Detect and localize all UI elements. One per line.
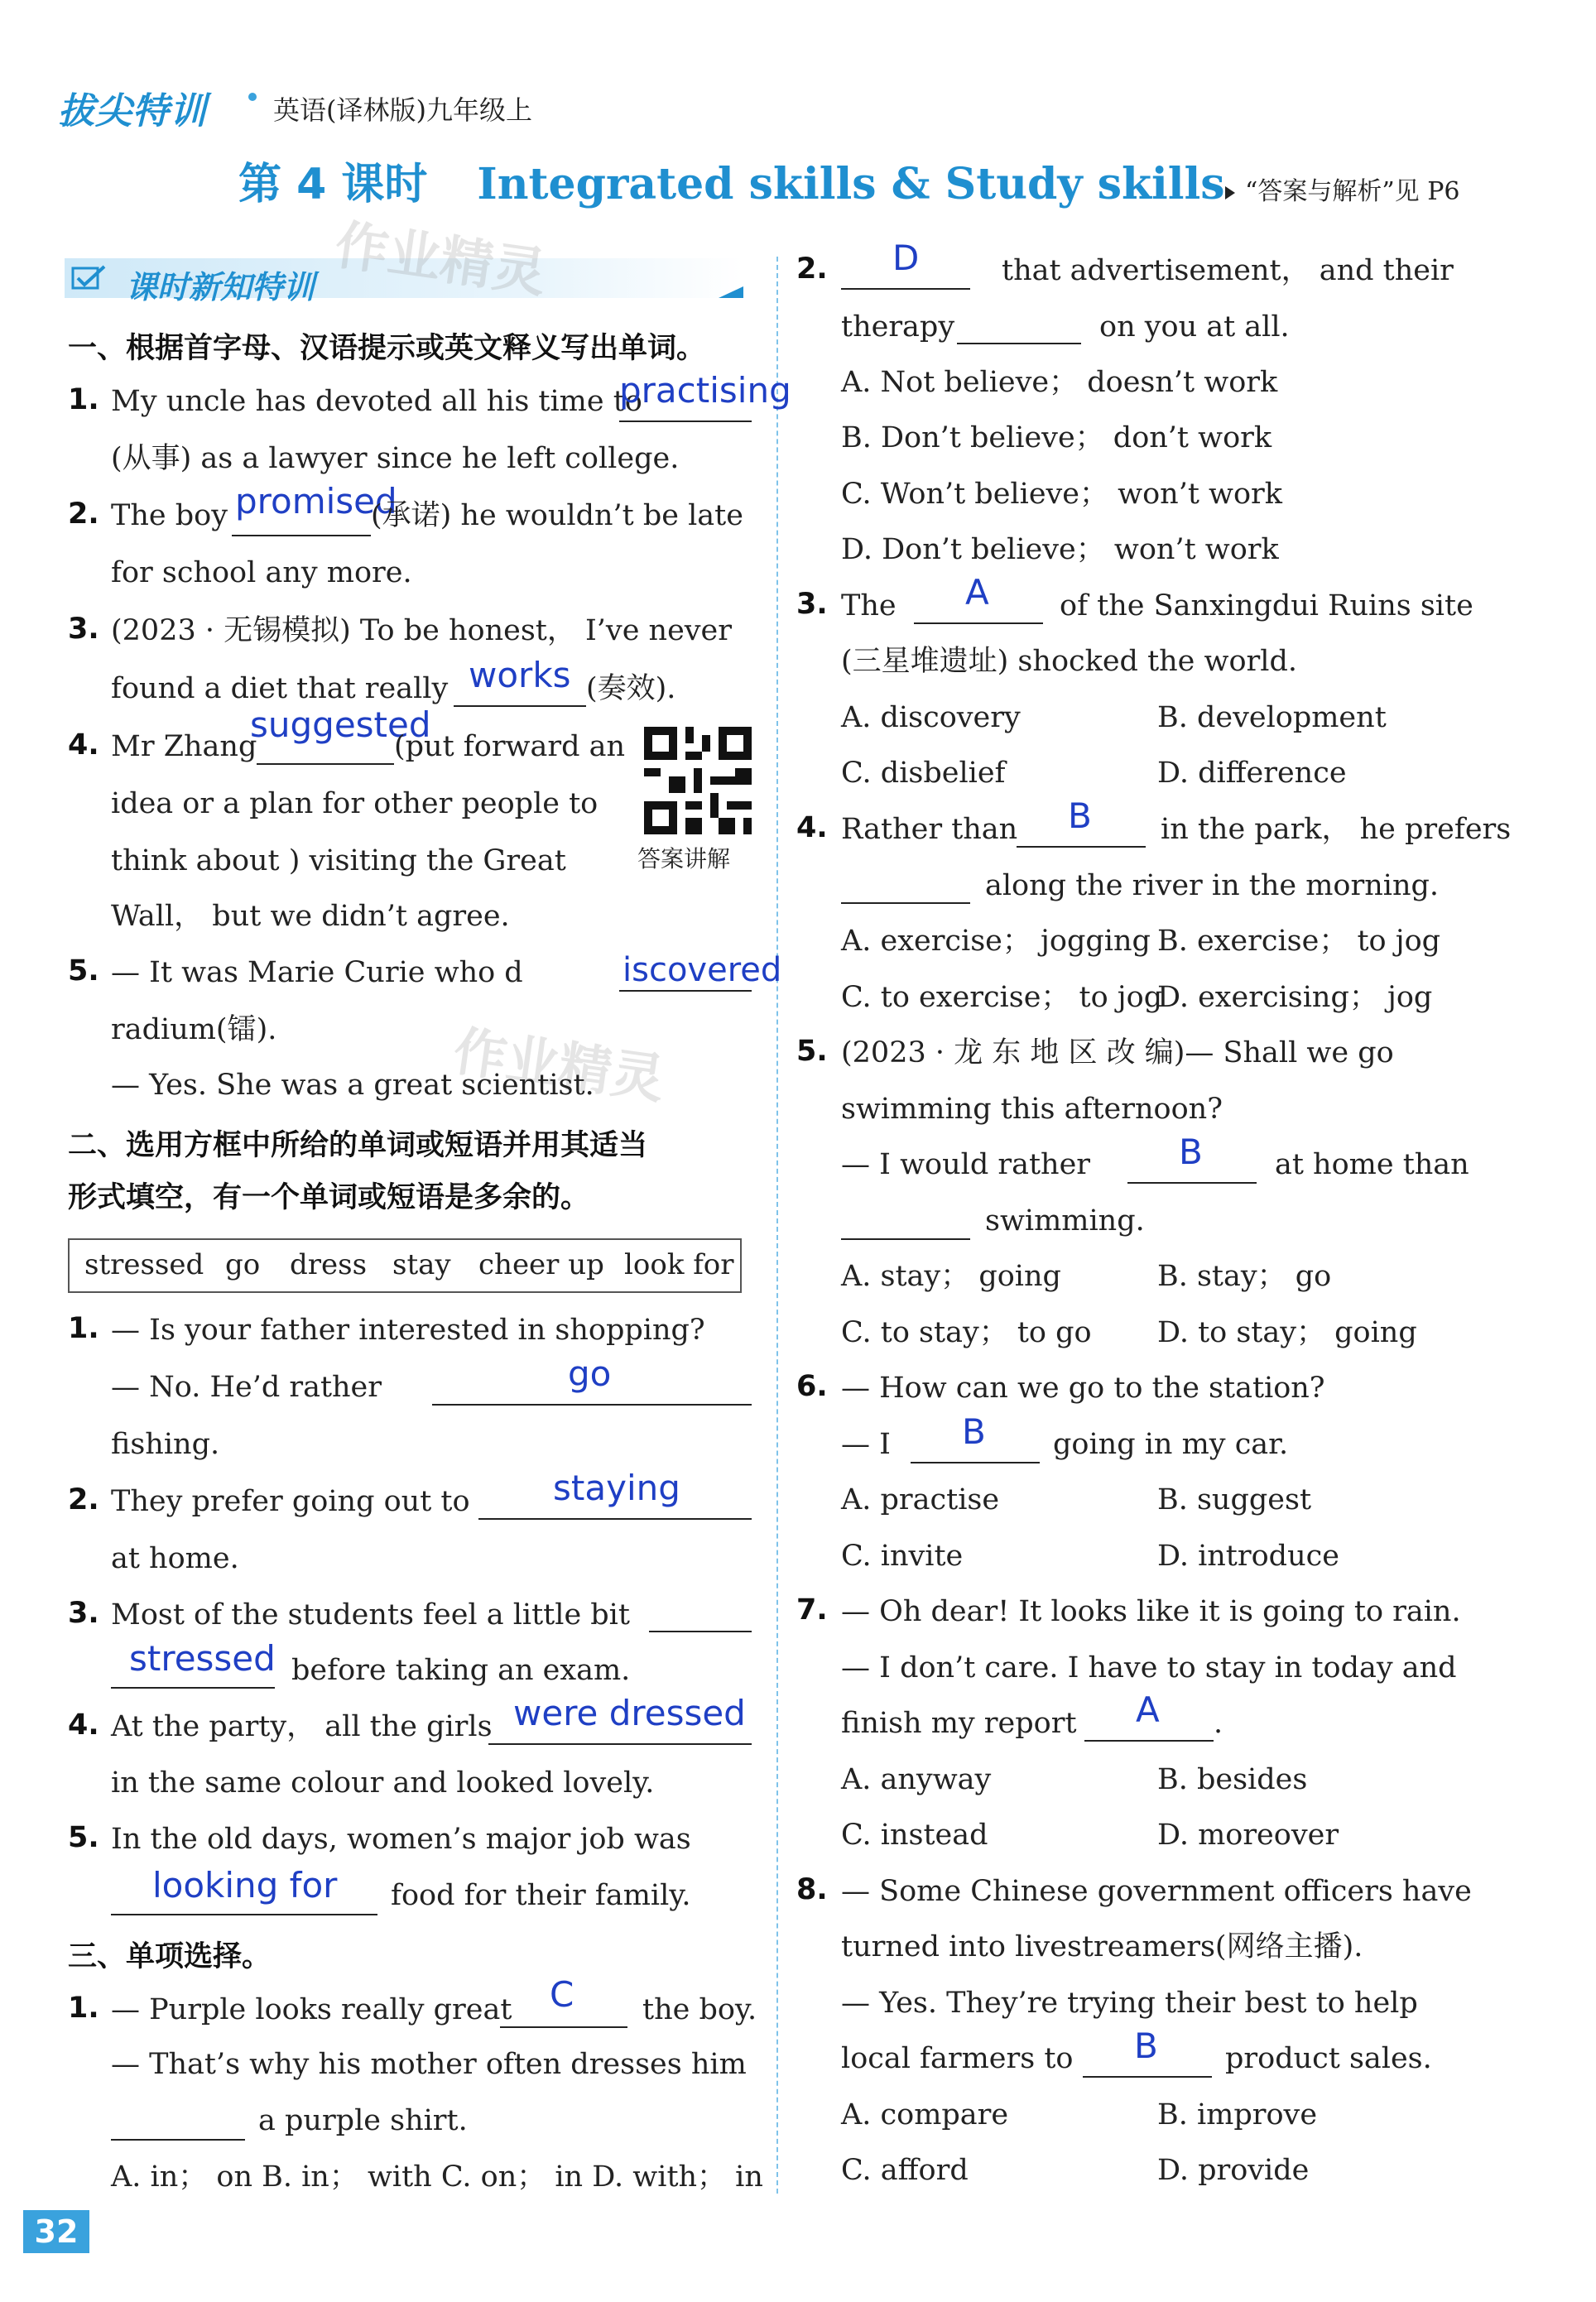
- question-text: In the old days, women’s major job was: [111, 1823, 691, 1856]
- answer-option: A. compare: [841, 2098, 1009, 2131]
- answer-option: A. practise: [841, 1483, 1000, 1516]
- word-option: cheer up: [478, 1248, 604, 1281]
- question-text: before taking an exam.: [291, 1654, 631, 1687]
- column-divider: [776, 257, 778, 2194]
- question-text: (承诺) he wouldn’t be late: [371, 499, 743, 532]
- question-number: 4.: [68, 728, 99, 762]
- answer-blank[interactable]: [619, 421, 752, 422]
- answer-option: D. moreover: [1157, 1819, 1339, 1852]
- lesson-number: 第 4 课时: [238, 160, 428, 209]
- answer-reference[interactable]: “答案与解析”见 P6: [1225, 171, 1459, 207]
- answer-option: B. suggest: [1157, 1483, 1312, 1516]
- question-number: 3.: [68, 613, 99, 646]
- answer-text: go: [568, 1353, 612, 1394]
- question-text: local farmers to: [841, 2042, 1074, 2075]
- question-number: 7.: [796, 1593, 828, 1627]
- question-text: food for their family.: [391, 1879, 691, 1912]
- question-number: 3.: [68, 1597, 99, 1630]
- page-number: 32: [23, 2210, 89, 2253]
- question-text: a purple shirt.: [258, 2104, 468, 2137]
- answer-option: A. exercise； jogging: [841, 925, 1151, 958]
- answer-option: C. instead: [841, 1819, 988, 1852]
- separator-dot: [248, 93, 257, 101]
- book-subtitle: 英语(译林版)九年级上: [273, 94, 532, 126]
- answer-blank[interactable]: [478, 1518, 752, 1520]
- lesson-title-en: Integrated skills & Study skills: [477, 159, 1225, 209]
- question-number: 4.: [796, 811, 828, 844]
- answer-option: D. Don’t believe； won’t work: [841, 533, 1279, 566]
- watermark: 作业精灵: [449, 1021, 669, 1112]
- answer-text: B: [1068, 795, 1092, 836]
- question-text: Wall， but we didn’t agree.: [111, 900, 510, 933]
- answer-text: A: [1136, 1689, 1160, 1730]
- question-number: 1.: [68, 383, 99, 416]
- answer-blank[interactable]: [257, 763, 394, 765]
- answer-text: A: [965, 572, 989, 613]
- part3-heading: 三、单项选择。: [68, 1940, 272, 1973]
- part2-heading: 二、选用方框中所给的单词或短语并用其适当: [68, 1129, 648, 1162]
- word-option: dress: [290, 1248, 368, 1281]
- question-text: on you at all.: [1099, 310, 1290, 344]
- answer-blank[interactable]: [488, 1743, 752, 1745]
- answer-blank[interactable]: [841, 902, 970, 904]
- question-text: — How can we go to the station?: [841, 1372, 1325, 1405]
- section-title: 课时新知特训: [126, 269, 315, 305]
- answer-blank[interactable]: [957, 343, 1081, 344]
- answer-blank[interactable]: [1127, 1182, 1257, 1184]
- question-text: — I don’t care. I have to stay in today and: [841, 1651, 1457, 1684]
- question-text: — Purple looks really great: [111, 1993, 512, 2026]
- brand-logo: 拔尖特训: [58, 90, 207, 132]
- question-text: along the river in the morning.: [985, 869, 1440, 902]
- question-text: (三星堆遗址) shocked the world.: [841, 645, 1297, 678]
- banner-tail: [719, 286, 743, 298]
- lesson-title: [238, 149, 1225, 211]
- answer-text: works: [469, 655, 571, 695]
- question-number: 6.: [796, 1370, 828, 1403]
- answer-option: C. to stay； to go: [841, 1316, 1092, 1349]
- answer-blank[interactable]: [649, 1631, 752, 1632]
- question-text: The boy: [111, 499, 228, 532]
- question-text: — I: [841, 1428, 891, 1461]
- question-text: swimming this afternoon?: [841, 1093, 1223, 1126]
- answer-option: A. stay； going: [841, 1260, 1061, 1293]
- answer-option: D. provide: [1157, 2154, 1310, 2187]
- question-text: — Yes. She was a great scientist.: [111, 1069, 594, 1102]
- question-text: They prefer going out to: [111, 1485, 470, 1518]
- question-text: At the party， all the girls: [111, 1710, 493, 1743]
- question-text: (2023 · 无锡模拟) To be honest， I’ve never: [111, 614, 733, 647]
- answer-blank[interactable]: [911, 1462, 1040, 1463]
- answer-blank[interactable]: [1083, 2076, 1212, 2078]
- question-number: 5.: [796, 1035, 828, 1068]
- part1-heading: 一、根据首字母、汉语提示或英文释义写出单词。: [68, 332, 706, 365]
- word-option: look for: [624, 1248, 734, 1281]
- answer-blank[interactable]: [841, 1238, 970, 1240]
- word-option: stressed: [84, 1248, 204, 1281]
- qr-label: 答案讲解: [637, 845, 731, 872]
- answer-blank[interactable]: [1017, 846, 1146, 848]
- answer-text: were dressed: [513, 1693, 746, 1733]
- question-text: — Some Chinese government officers have: [841, 1875, 1472, 1908]
- question-number: 2.: [796, 252, 828, 286]
- question-text: the boy.: [642, 1993, 757, 2026]
- answer-option: D. difference: [1157, 757, 1347, 790]
- answer-text: looking for: [152, 1865, 338, 1906]
- answer-text: promised: [235, 481, 397, 521]
- answer-option: B. improve: [1157, 2098, 1318, 2131]
- question-number: 8.: [796, 1873, 828, 1906]
- play-triangle-icon: [1225, 186, 1235, 199]
- answer-option: B. Don’t believe； don’t work: [841, 421, 1272, 454]
- question-text: swimming.: [985, 1204, 1145, 1238]
- question-text: (奏效).: [586, 672, 676, 705]
- question-text: Mr Zhang: [111, 730, 257, 763]
- answer-blank[interactable]: [111, 2139, 245, 2141]
- question-text: found a diet that really: [111, 672, 449, 705]
- answer-option: D. introduce: [1157, 1540, 1339, 1573]
- question-text: going in my car.: [1053, 1428, 1289, 1461]
- watermark: 作业精灵: [331, 214, 550, 305]
- question-text: — No. He’d rather: [111, 1371, 382, 1404]
- question-text: — That’s why his mother often dresses him: [111, 2048, 747, 2081]
- answer-option: A. Not believe； doesn’t work: [841, 366, 1278, 399]
- answer-blank[interactable]: [619, 990, 752, 992]
- qr-code-icon[interactable]: [644, 727, 752, 834]
- question-number: 3.: [796, 588, 828, 621]
- answer-text: B: [1179, 1132, 1203, 1172]
- question-text: fishing.: [111, 1428, 220, 1461]
- question-text: .: [1214, 1707, 1223, 1740]
- answer-option: C. invite: [841, 1540, 964, 1573]
- answer-option: A. discovery: [841, 701, 1021, 734]
- question-text: — It was Marie Curie who d: [111, 956, 523, 989]
- answer-option: C. Won’t believe； won’t work: [841, 478, 1282, 511]
- question-text: of the Sanxingdui Ruins site: [1060, 589, 1473, 622]
- word-option: go: [225, 1248, 261, 1281]
- answer-blank[interactable]: [111, 1914, 377, 1915]
- answer-blank[interactable]: [454, 705, 586, 707]
- question-text: — Yes. They’re trying their best to help: [841, 1987, 1418, 2020]
- question-text: therapy: [841, 310, 955, 344]
- answer-text: iscovered: [623, 951, 782, 989]
- answer-option: C. disbelief: [841, 757, 1006, 790]
- question-number: 2.: [68, 497, 99, 531]
- question-text: product sales.: [1225, 2042, 1432, 2075]
- question-text: in the same colour and looked lovely.: [111, 1766, 655, 1800]
- question-number: 5.: [68, 1821, 99, 1854]
- answer-text: staying: [553, 1468, 680, 1508]
- answer-text: B: [962, 1411, 986, 1452]
- question-text: The: [841, 589, 897, 622]
- answer-blank[interactable]: [432, 1404, 752, 1406]
- answer-text: suggested: [250, 704, 431, 745]
- answer-text: B: [1134, 2026, 1158, 2066]
- answer-blank[interactable]: [232, 535, 371, 536]
- answer-option: B. development: [1157, 701, 1387, 734]
- question-number: 5.: [68, 954, 99, 988]
- question-text: radium(镭).: [111, 1013, 277, 1046]
- answer-text: practising: [619, 370, 791, 411]
- answer-option: B. besides: [1157, 1763, 1308, 1796]
- answer-text: D: [892, 238, 920, 278]
- answer-option: C. afford: [841, 2154, 969, 2187]
- question-text: at home than: [1275, 1148, 1469, 1181]
- answer-option: B. exercise； to jog: [1157, 925, 1441, 958]
- question-text: (2023 · 龙 东 地 区 改 编)— Shall we go: [841, 1036, 1394, 1069]
- question-text: — Oh dear! It looks like it is going to rain.: [841, 1595, 1461, 1628]
- answer-option: A. anyway: [841, 1763, 992, 1796]
- answer-option: D. to stay； going: [1157, 1316, 1417, 1349]
- question-text: (put forward an: [394, 730, 626, 763]
- answer-options: A. in； on B. in； with C. on； in D. with； in: [111, 2160, 763, 2194]
- answer-text: C: [550, 1974, 574, 2015]
- question-text: at home.: [111, 1542, 239, 1575]
- part2-heading: 形式填空，有一个单词或短语是多余的。: [68, 1181, 590, 1214]
- answer-blank[interactable]: [1084, 1740, 1214, 1742]
- question-text: think about ) visiting the Great: [111, 844, 566, 877]
- question-number: 1.: [68, 1992, 99, 2025]
- question-text: My uncle has devoted all his time to: [111, 385, 642, 418]
- question-text: that advertisement， and their: [1002, 254, 1454, 287]
- answer-blank[interactable]: [914, 622, 1043, 624]
- question-number: 4.: [68, 1708, 99, 1742]
- question-number: 1.: [68, 1312, 99, 1345]
- word-option: stay: [392, 1248, 451, 1281]
- question-text: — Is your father interested in shopping?: [111, 1314, 705, 1347]
- answer-blank[interactable]: [500, 2026, 627, 2028]
- word-box: [68, 1238, 742, 1293]
- question-number: 2.: [68, 1483, 99, 1516]
- question-text: Most of the students feel a little bit: [111, 1598, 630, 1632]
- question-text: — I would rather: [841, 1148, 1091, 1181]
- answer-text: stressed: [129, 1638, 276, 1679]
- question-text: turned into livestreamers(网络主播).: [841, 1930, 1363, 1963]
- question-text: for school any more.: [111, 556, 412, 589]
- answer-blank[interactable]: [841, 288, 970, 290]
- answer-option: C. to exercise； to jog: [841, 981, 1163, 1014]
- question-text: (从事) as a lawyer since he left college.: [111, 442, 680, 475]
- answer-option: D. exercising； jog: [1157, 981, 1433, 1014]
- question-text: idea or a plan for other people to: [111, 787, 598, 820]
- answer-blank[interactable]: [111, 1687, 275, 1689]
- question-text: finish my report: [841, 1707, 1077, 1740]
- checklist-icon: [68, 265, 108, 291]
- question-text: in the park， he prefers: [1161, 813, 1512, 846]
- answer-option: B. stay； go: [1157, 1260, 1332, 1293]
- question-text: Rather than: [841, 813, 1018, 846]
